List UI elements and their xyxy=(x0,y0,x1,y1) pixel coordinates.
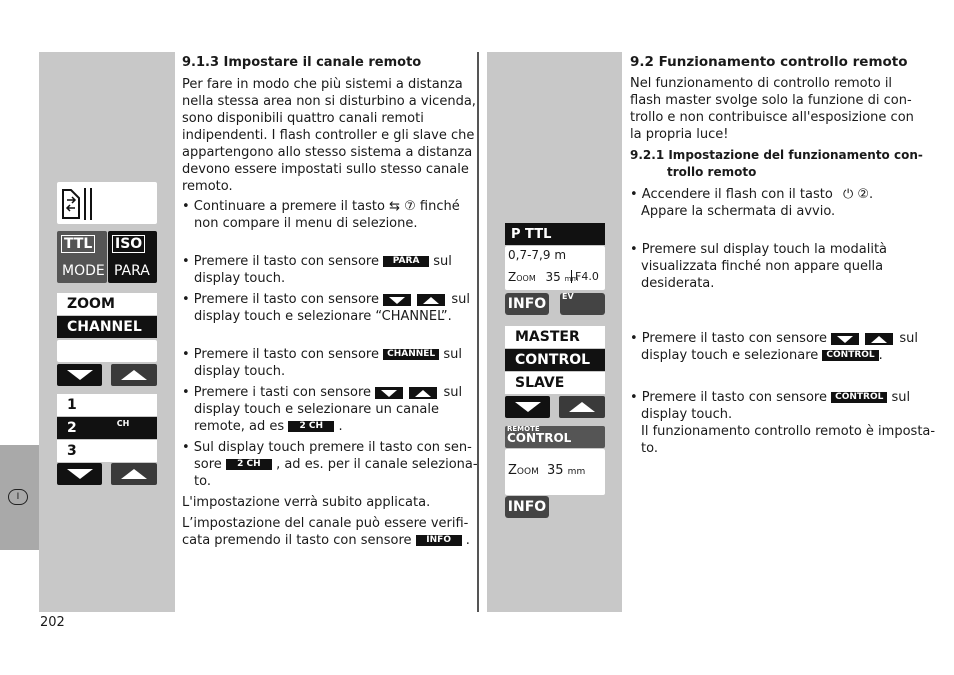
text: sul xyxy=(433,254,452,269)
ev-button[interactable] xyxy=(560,293,605,315)
left-para-2: L’impostazione del canale può essere verifi- xyxy=(182,516,469,531)
up-sensor-icon xyxy=(865,333,895,345)
mode-label: MODE xyxy=(62,263,105,279)
subsection-title-b: trollo remoto xyxy=(667,165,757,179)
left-intro-7: remoto. xyxy=(182,179,233,194)
up-arrow-button-r[interactable] xyxy=(559,396,605,418)
text: display touch e selezionare xyxy=(641,348,819,363)
triangle-down-icon xyxy=(65,368,95,382)
fstop-value: F4.0 xyxy=(571,270,599,283)
text: ②. xyxy=(857,187,874,202)
text: cata premendo il tasto con sensore xyxy=(182,533,412,548)
zoom-value: 35 xyxy=(545,270,561,284)
section-title-92: 9.2 Funzionamento controllo remoto xyxy=(630,54,908,70)
down-sensor-icon xyxy=(375,387,405,399)
remote-channel-screen xyxy=(57,182,157,224)
up-sensor-icon xyxy=(417,294,447,306)
text: sul xyxy=(451,292,471,307)
right-intro-3: trollo e non contribuisce all'esposizione con xyxy=(630,110,914,125)
left-intro-6: devono essere impostati sullo stesso canale xyxy=(182,162,469,177)
remote-switch-icon xyxy=(59,184,99,224)
zoom-unit: mm xyxy=(564,275,579,283)
left-bullet-5-cont2 xyxy=(194,418,343,435)
right-bullet-3-cont xyxy=(641,347,883,364)
left-intro-2: nella stessa area non si disturbino a vicenda, xyxy=(182,94,476,109)
zoom-label: Zoom xyxy=(508,270,536,284)
page-divider xyxy=(477,52,479,612)
status-display xyxy=(505,246,605,290)
subsection-title-a: 9.2.1 Impostazione del funzionamento con- xyxy=(630,148,923,162)
left-bullet-3-cont: display touch e selezionare “CHANNEL”. xyxy=(194,309,452,324)
text: • Continuare a premere il tasto xyxy=(182,199,385,214)
remote-control-header[interactable] xyxy=(505,426,605,448)
menu-channel[interactable]: CHANNEL xyxy=(57,316,157,338)
left-bullet-4 xyxy=(182,346,462,363)
language-marker: I xyxy=(8,489,28,505)
control-label: CONTROL xyxy=(507,431,572,445)
left-bullet-2-cont: display touch. xyxy=(194,271,286,286)
right-bullet-2-cont: visualizzata finché non appare quella xyxy=(641,259,884,274)
right-bullet-1 xyxy=(630,186,873,203)
control-badge: CONTROL xyxy=(822,350,878,361)
text: • Premere il tasto con sensore xyxy=(630,331,827,346)
left-bullet-2 xyxy=(182,253,452,270)
ttl-label: TTL xyxy=(61,235,95,253)
channel-2-badge: 2 CH xyxy=(288,421,334,432)
channel-badge: CHANNEL xyxy=(383,349,439,360)
left-bullet-5-cont: display touch e selezionare un canale xyxy=(194,402,439,417)
text: . xyxy=(465,533,470,548)
down-arrow-button-2[interactable] xyxy=(57,463,102,485)
iso-para-button[interactable] xyxy=(108,231,157,283)
channel-2-number: 2 xyxy=(67,420,77,436)
para-badge: PARA xyxy=(383,256,429,267)
menu-control[interactable]: CONTROL xyxy=(505,349,605,371)
right-intro-2: flash master svolge solo la funzione di con- xyxy=(630,93,912,108)
left-bullet-3 xyxy=(182,291,470,308)
switch-arrows-icon: ⇆ xyxy=(389,199,400,214)
channel-2-badge-2: 2 CH xyxy=(226,459,272,470)
zoom2-readout xyxy=(508,463,585,478)
left-para-2-cont xyxy=(182,532,470,549)
right-bullet-2: • Premere sul display touch la modalità xyxy=(630,242,888,257)
text: sore xyxy=(194,457,222,472)
triangle-up-icon xyxy=(567,400,597,414)
text: , ad es. per il canale seleziona- xyxy=(276,457,478,472)
pttl-header[interactable]: P TTL xyxy=(505,223,605,245)
text: ⑦ finché xyxy=(404,199,460,214)
right-bullet-4-cont2: Il funzionamento controllo remoto è imposta- xyxy=(641,424,936,439)
left-bullet-5 xyxy=(182,384,462,401)
text: sul xyxy=(443,347,462,362)
menu-master[interactable]: MASTER xyxy=(505,326,605,348)
zoom-value: 35 xyxy=(546,463,564,478)
info-badge: INFO xyxy=(416,535,462,546)
triangle-up-icon xyxy=(119,467,149,481)
text: • Premere il tasto con sensore xyxy=(182,347,379,362)
info-button-2[interactable]: INFO xyxy=(505,496,549,518)
left-intro-4: indipendenti. I flash controller e gli slave che xyxy=(182,128,475,143)
up-arrow-button[interactable] xyxy=(111,364,157,386)
triangle-down-icon xyxy=(513,400,543,414)
right-bullet-3 xyxy=(630,330,918,347)
page-number: 202 xyxy=(40,615,65,630)
text: . xyxy=(878,348,883,363)
section-title-913: 9.1.3 Impostare il canale remoto xyxy=(182,55,422,70)
zoom-unit: mm xyxy=(567,467,586,477)
right-intro-4: la propria luce! xyxy=(630,127,729,142)
text: • Accendere il flash con il tasto xyxy=(630,187,833,202)
left-intro-1: Per fare in modo che più sistemi a distanza xyxy=(182,77,463,92)
triangle-up-icon xyxy=(119,368,149,382)
left-bullet-1 xyxy=(182,198,460,215)
channel-1[interactable]: 1 xyxy=(57,394,157,416)
text: • Premere il tasto con sensore xyxy=(630,390,827,405)
down-arrow-button-r[interactable] xyxy=(505,396,550,418)
text: sul xyxy=(443,385,463,400)
text: remote, ad es xyxy=(194,419,285,434)
iso-label: ISO xyxy=(112,235,145,253)
remote-zoom-display xyxy=(505,449,605,495)
left-bullet-1-cont: non compare il menu di selezione. xyxy=(194,216,418,231)
up-sensor-icon xyxy=(409,387,439,399)
left-intro-3: sono disponibili quattro canali remoti xyxy=(182,111,424,126)
down-sensor-icon xyxy=(383,294,413,306)
down-sensor-icon xyxy=(831,333,861,345)
right-intro-1: Nel funzionamento di controllo remoto il xyxy=(630,76,893,91)
right-bullet-1-cont: Appare la schermata di avvio. xyxy=(641,204,836,219)
range-value: 0,7-7,9 m xyxy=(508,248,567,262)
text: • Premere il tasto con sensore xyxy=(182,254,379,269)
left-bullet-6-cont xyxy=(194,456,478,473)
channel-2[interactable] xyxy=(57,417,157,439)
text: • Premere i tasti con sensore xyxy=(182,385,372,400)
right-bullet-4 xyxy=(630,389,910,406)
left-para-1: L'impostazione verrà subito applicata. xyxy=(182,495,431,510)
power-icon: ⏻ xyxy=(842,187,854,202)
menu-zoom[interactable]: ZOOM xyxy=(57,293,157,315)
ch-label: CH xyxy=(116,418,130,428)
right-bullet-4-cont3: to. xyxy=(641,441,658,456)
ev-label: EV xyxy=(562,292,574,301)
zoom-readout xyxy=(508,270,578,284)
text: . xyxy=(338,419,343,434)
menu-slave[interactable]: SLAVE xyxy=(505,372,605,394)
left-intro-5: appartengono allo stesso sistema a distanza xyxy=(182,145,473,160)
right-bullet-2-cont2: desiderata. xyxy=(641,276,715,291)
triangle-down-icon xyxy=(65,467,95,481)
right-bullet-4-cont: display touch. xyxy=(641,407,733,422)
down-arrow-button[interactable] xyxy=(57,364,102,386)
control-badge-2: CONTROL xyxy=(831,392,887,403)
text: sul xyxy=(899,331,919,346)
left-bullet-4-cont: display touch. xyxy=(194,364,286,379)
info-button[interactable]: INFO xyxy=(505,293,549,315)
left-bullet-6: • Sul display touch premere il tasto con sen- xyxy=(182,440,472,455)
ttl-mode-button[interactable] xyxy=(57,231,107,283)
remote-label: REMOTE xyxy=(507,425,540,433)
zoom-label: Zoom xyxy=(508,463,539,478)
para-label: PARA xyxy=(114,263,150,279)
up-arrow-button-2[interactable] xyxy=(111,463,157,485)
channel-3[interactable]: 3 xyxy=(57,440,157,462)
text: sul xyxy=(891,390,911,405)
left-bullet-6-cont2: to. xyxy=(194,474,211,489)
text: • Premere il tasto con sensore xyxy=(182,292,379,307)
menu-empty-row xyxy=(57,340,157,362)
